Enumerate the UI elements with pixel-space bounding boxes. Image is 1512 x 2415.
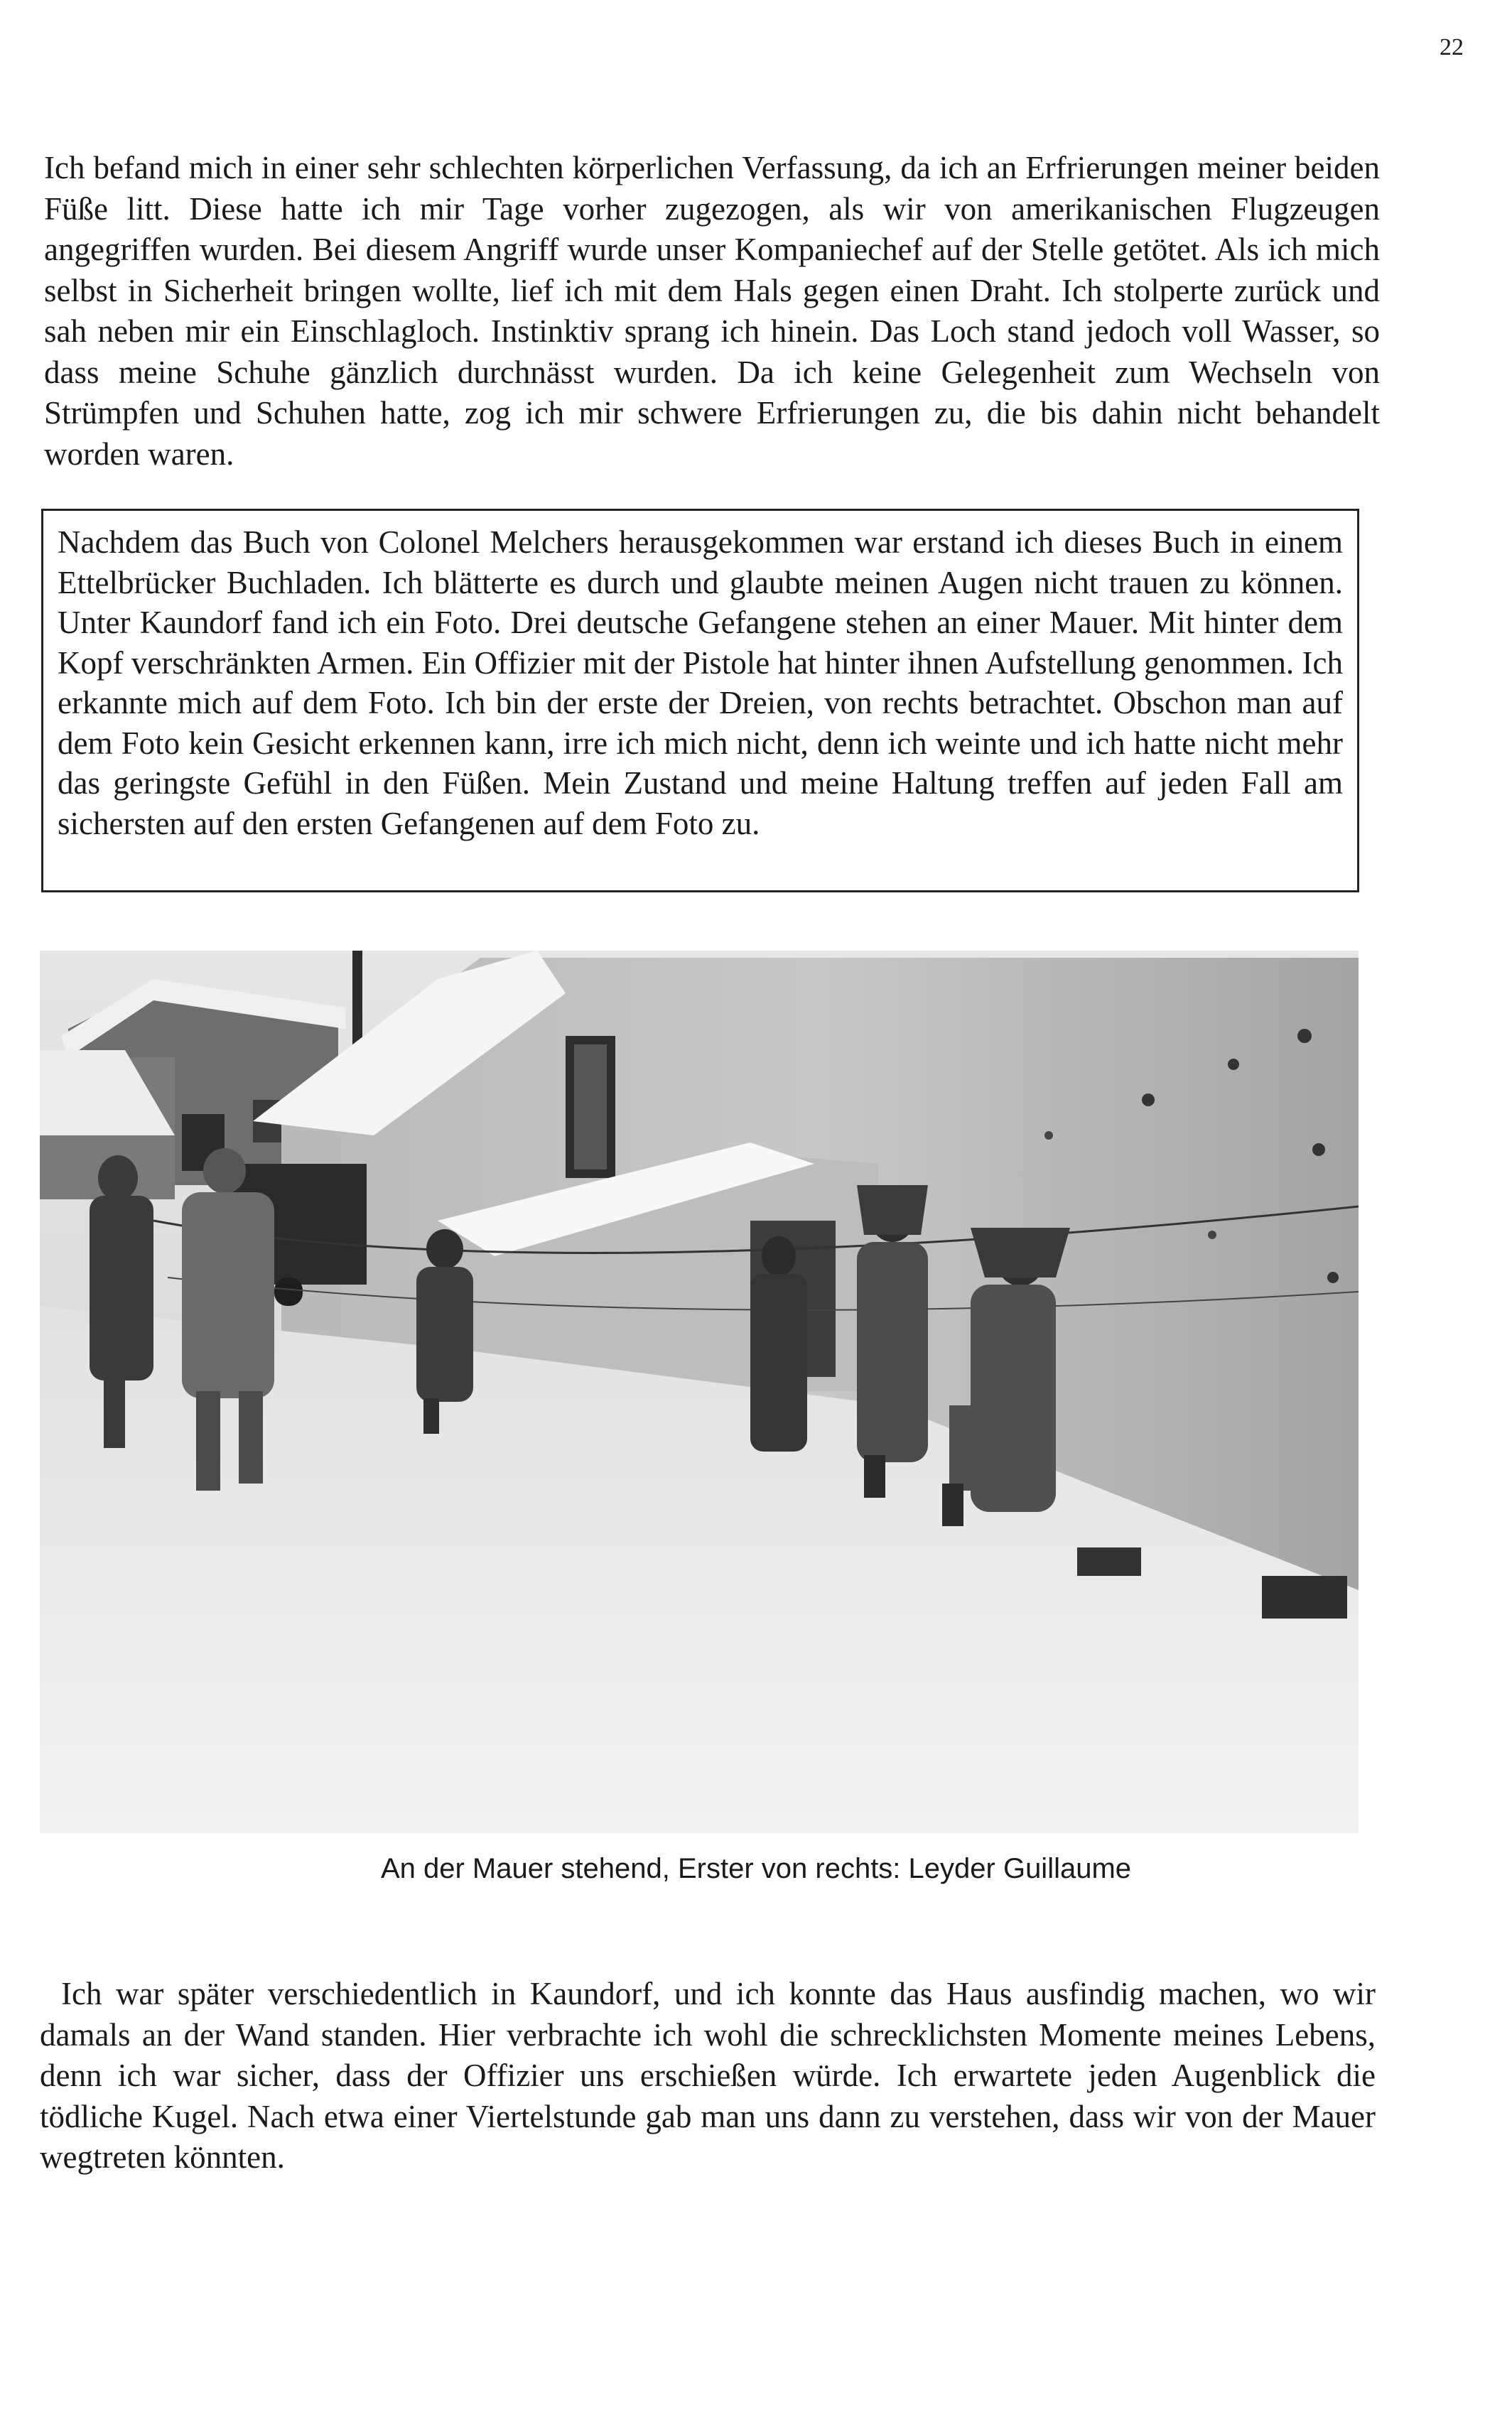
boxed-note-text: Nachdem das Buch von Colonel Melchers herausgekommen war erstand ich dieses Buch in einem Ettelbrücker Buchladen. Ich blätterte es durch und glaubte meinen Augen nicht trauen zu können. Unter Kaundorf fand ich ein Foto. Drei deutsche Gefangene stehen an einer Mauer. Mit hinter dem Kopf verschränkten Armen. Ein Offizier mit der Pistole hat hinter ihnen Aufstellung genommen. Ich erkannte mich auf dem Foto. Ich bin der erste der Dreien, von rechts betrachtet. Obschon man auf dem Foto kein Gesicht erkennen kann, irre ich mich nicht, denn ich weinte und ich hatte nicht mehr das geringste Gefühl in den Füßen. Mein Zustand und meine Haltung treffen auf jeden Fall am sichersten auf den ersten Gefangenen auf dem Foto zu. bbox=[58, 524, 1343, 841]
body-paragraph-1 bbox=[44, 148, 1380, 475]
boxed-note bbox=[41, 509, 1359, 892]
paragraph-text: Ich war später verschiedentlich in Kaundorf, und ich konnte das Haus ausfindig machen, wo wir damals an der Wand standen. Hier verbrachte ich wohl die schrecklichsten Momente meines Lebens, denn ich war sicher, dass der Offizier uns erschießen würde. Ich erwartete jeden Augenblick die tödliche Kugel. Nach etwa einer Viertelstunde gab man uns dann zu verstehen, dass wir von der Mauer wegtreten könnten. bbox=[40, 1976, 1376, 2175]
body-paragraph-2 bbox=[40, 1974, 1376, 2178]
photo-caption: An der Mauer stehend, Erster von rechts: Leyder Guillaume bbox=[380, 1853, 1132, 1884]
historical-photo bbox=[40, 951, 1359, 1833]
photo-illustration bbox=[40, 951, 1359, 1833]
paragraph-text: Ich befand mich in einer sehr schlechten körperlichen Verfassung, da ich an Erfrierungen meiner beiden Füße litt. Diese hatte ich mir Tage vorher zugezogen, als wir von amerikanischen Flugzeugen angegriffen wurden. Bei diesem Angriff wurde unser Kompaniechef auf der Stelle getötet. Als ich mich selbst in Sicherheit bringen wollte, lief ich mit dem Hals gegen einen Draht. Ich stolperte zurück und sah neben mir ein Einschlagloch. Instinktiv sprang ich hinein. Das Loch stand jedoch voll Wasser, so dass meine Schuhe gänzlich durchnässt wurden. Da ich keine Gelegenheit zum Wechseln von Strümpfen und Schuhen hatte, zog ich mir schwere Erfrierungen zu, die bis dahin nicht behandelt worden waren. bbox=[44, 150, 1380, 472]
page-number: 22 bbox=[1440, 34, 1464, 60]
